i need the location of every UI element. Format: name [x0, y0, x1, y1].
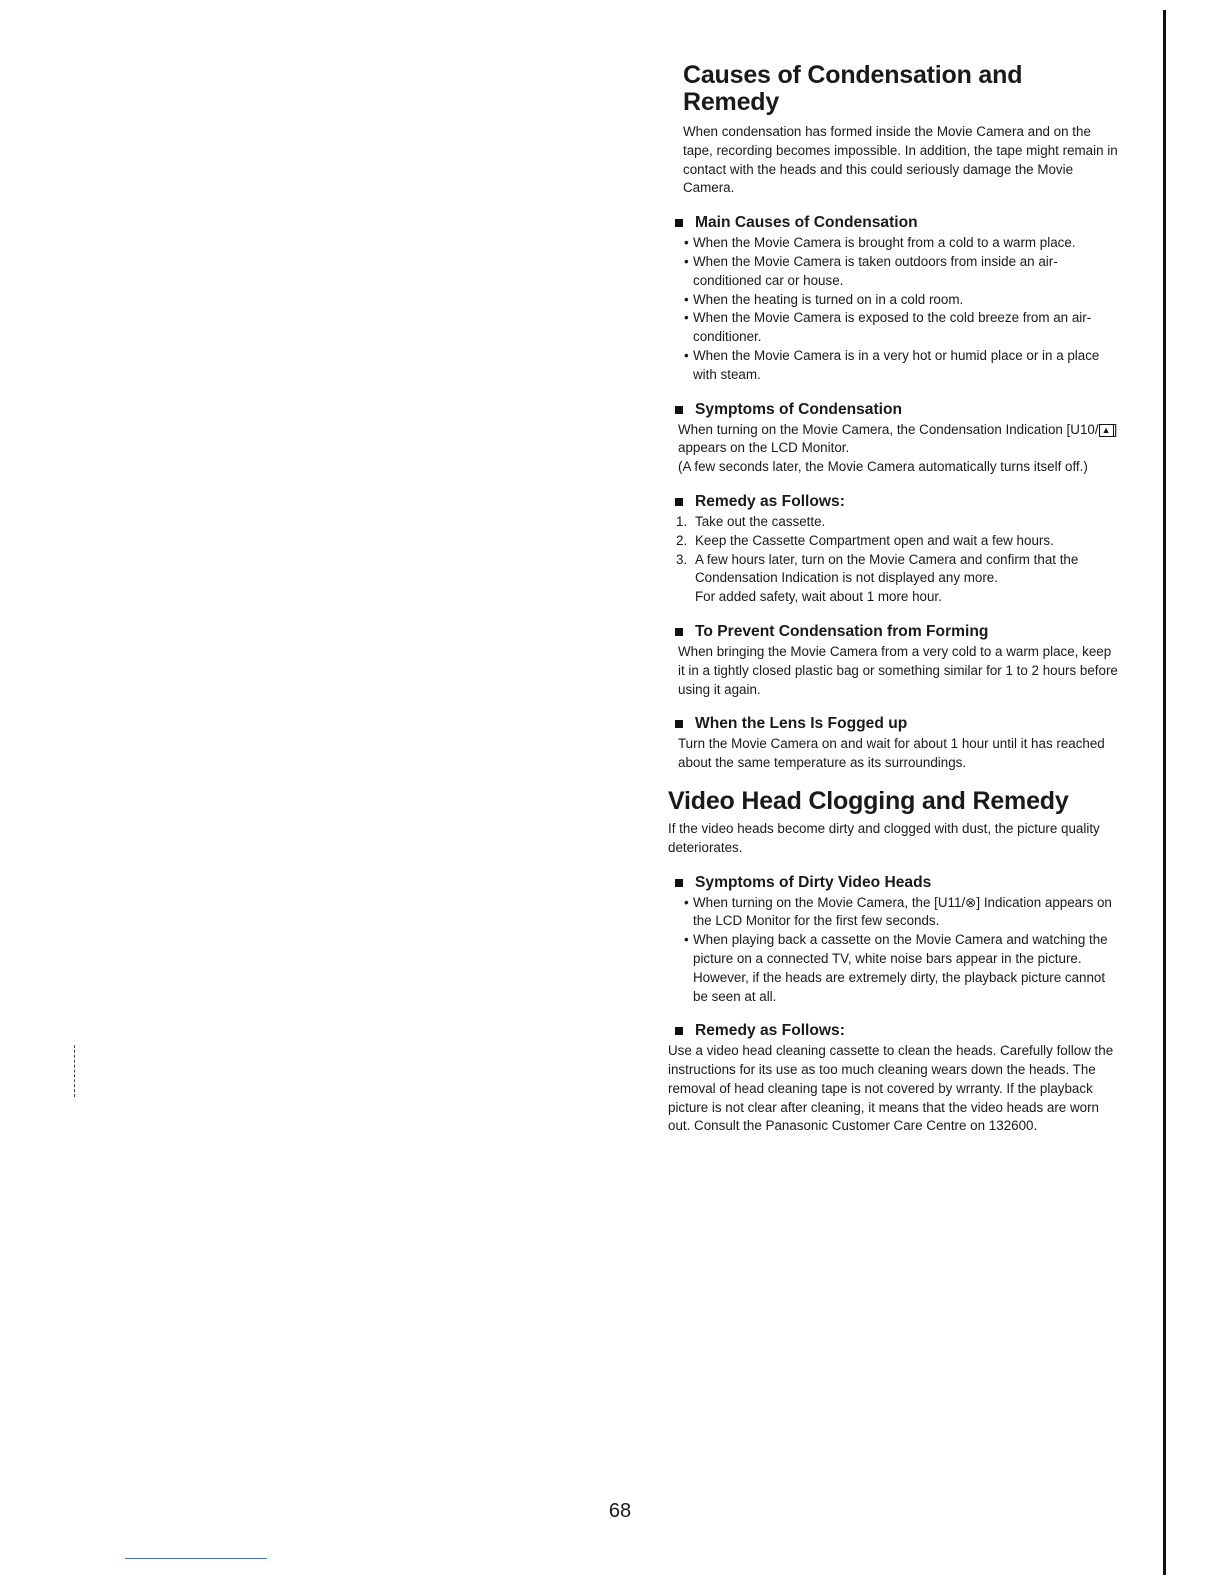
scan-mark-dots	[74, 1045, 76, 1097]
heading-fogged: When the Lens Is Fogged up	[675, 714, 1119, 734]
list-item: • When turning on the Movie Camera, the [U11/⊗] Indication appears on the LCD Monitor for the first few seconds.	[668, 894, 1119, 932]
square-bullet-icon	[675, 628, 683, 636]
symptoms-text: When turning on the Movie Camera, the Condensation Indication [U10/ ▲ ] appears on the LCD Monitor.	[678, 421, 1118, 456]
heading-prevent: To Prevent Condensation from Forming	[675, 622, 1119, 642]
fogged-text: Turn the Movie Camera on and wait for about 1 hour until it has reached about the same temperature as its surroundings.	[678, 736, 1105, 771]
list-item: 2. Keep the Cassette Compartment open and wait a few hours.	[676, 532, 1054, 548]
section-title-condensation: Causes of Condensation and Remedy	[683, 61, 1023, 116]
list-item: 3. A few hours later, turn on the Movie Camera and confirm that the Condensation Indication is not displayed any more.	[676, 551, 1079, 586]
symptoms-note: (A few seconds later, the Movie Camera automatically turns itself off.)	[678, 459, 1088, 475]
head-remedy-text: Use a video head cleaning cassette to clean the heads. Carefully follow the instructions for its use as too much cleaning wears down the heads. The removal of head cleaning tape is not covered by wrranty. If the playback picture is not clear after cleaning, it means that the video heads are worn out. Consult the Panasonic Customer Care Centre on 132600.	[668, 1043, 1114, 1134]
list-item: • When the heating is turned on in a cold room.	[668, 291, 1119, 310]
list-item: • When the Movie Camera is brought from a cold to a warm place.	[668, 234, 1119, 253]
heading-remedy-1: Remedy as Follows:	[675, 492, 1119, 512]
list-item: 1. Take out the cassette.	[676, 513, 826, 529]
heading-dirty-symptoms: Symptoms of Dirty Video Heads	[675, 873, 1119, 893]
main-causes-list	[663, 234, 1119, 384]
square-bullet-icon	[675, 219, 683, 227]
square-bullet-icon	[675, 1027, 683, 1035]
list-item: • When the Movie Camera is exposed to the cold breeze from an air-conditioner.	[668, 309, 1119, 347]
content-column	[663, 62, 1119, 1136]
page-edge-rule	[1163, 10, 1166, 1575]
list-item: • When playing back a cassette on the Movie Camera and watching the picture on a connected TV, white noise bars appear in the picture. However, if the heads are extremely dirty, the playback picture cannot be seen at all.	[668, 931, 1119, 1006]
heading-main-causes: Main Causes of Condensation	[675, 213, 1119, 233]
square-bullet-icon	[675, 406, 683, 414]
heading-symptoms: Symptoms of Condensation	[675, 400, 1119, 420]
section-title-head-clogging: Video Head Clogging and Remedy	[668, 786, 1069, 815]
square-bullet-icon	[675, 720, 683, 728]
list-item: • When the Movie Camera is in a very hot or humid place or in a place with steam.	[668, 347, 1119, 385]
heading-remedy-2: Remedy as Follows:	[675, 1021, 1119, 1041]
dirty-symptoms-list	[663, 894, 1119, 1007]
square-bullet-icon	[675, 879, 683, 887]
list-item: • When the Movie Camera is taken outdoors from inside an air-conditioned car or house.	[668, 253, 1119, 291]
remedy-steps	[663, 513, 1119, 588]
condensation-warning-icon: ▲	[1099, 424, 1114, 437]
condensation-intro: When condensation has formed inside the Movie Camera and on the tape, recording becomes impossible. In addition, the tape might remain in contact with the heads and this could seriously damage the Movie Camera.	[683, 124, 1118, 196]
head-clogging-intro: If the video heads become dirty and clogged with dust, the picture quality deteriorates.	[668, 820, 1100, 855]
scan-mark-line	[125, 1558, 267, 1559]
prevent-text: When bringing the Movie Camera from a very cold to a warm place, keep it in a tightly closed plastic bag or something similar for 1 to 2 hours before using it again.	[678, 643, 1118, 697]
page-number: 68	[608, 1500, 632, 1522]
remedy-note: For added safety, wait about 1 more hour.	[695, 589, 942, 605]
square-bullet-icon	[675, 498, 683, 506]
